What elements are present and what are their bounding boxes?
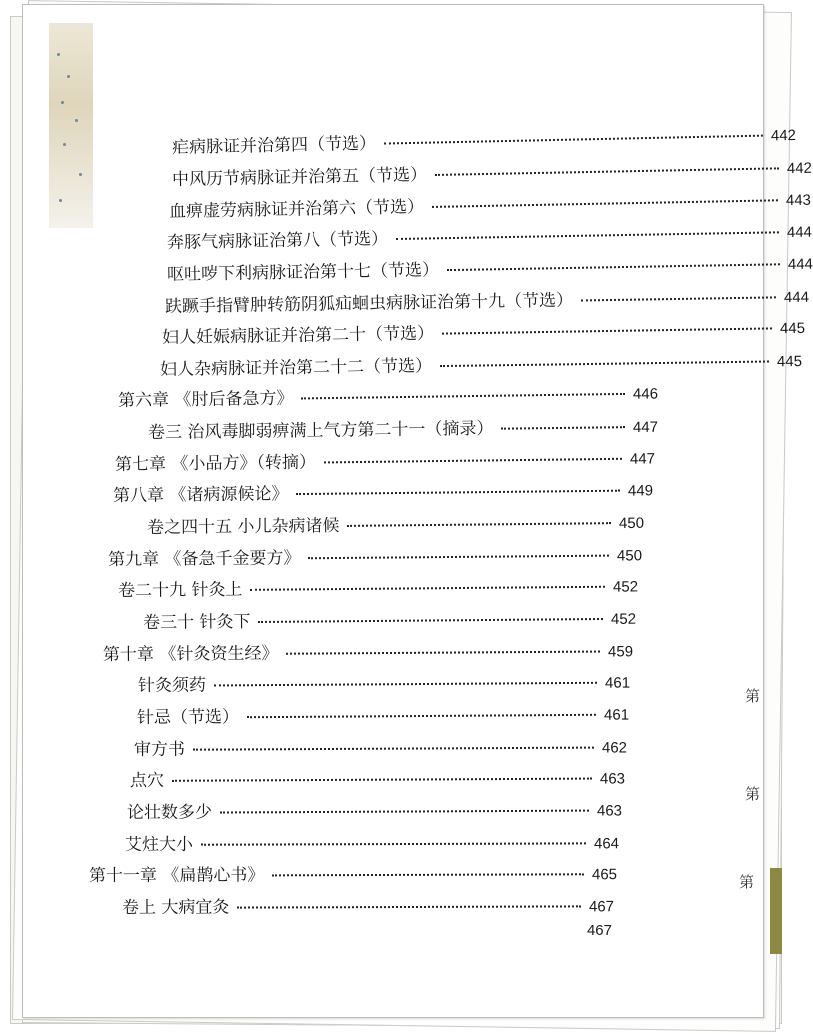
- toc-entry: [172, 120, 796, 158]
- toc-entry-title: 卷上 大病宜灸: [121, 897, 230, 918]
- toc-entry-title: 第十章 《针灸资生经》: [102, 643, 279, 665]
- toc-entry-title: 妇人妊娠病脉证并治第二十（节选）: [161, 323, 435, 348]
- toc-entry: [137, 700, 629, 728]
- toc-leader-dots: [347, 521, 611, 527]
- toc-entry: [172, 153, 812, 190]
- toc-entry-page: 443: [785, 191, 812, 210]
- toc-leader-dots: [396, 230, 779, 240]
- toc-entry-title: 中风历节病脉证并治第五（节选）: [171, 165, 428, 190]
- toc-entry-page: 464: [593, 835, 620, 853]
- toc-entry-title: 卷三 治风毒脚弱痹满上气方第二十一（摘录）: [147, 418, 494, 443]
- toc-entry-page: 444: [786, 223, 813, 242]
- toc-entry-title: 卷二十九 针灸上: [117, 579, 243, 601]
- toc-entry-title: 呕吐哕下利病脉证治第十七（节选）: [166, 260, 440, 285]
- toc-leader-dots: [501, 425, 625, 430]
- toc-leader-dots: [220, 809, 589, 814]
- toc-entry-page: 442: [770, 126, 797, 145]
- toc-entry-page: 444: [787, 255, 813, 274]
- toc-leader-dots: [384, 134, 763, 145]
- toc-entry: [127, 795, 622, 823]
- toc-leader-dots: [447, 262, 780, 271]
- toc-leader-dots: [201, 841, 586, 845]
- toc-entry: [115, 443, 655, 475]
- toc-entry: [113, 475, 653, 506]
- toc-entry: [118, 378, 658, 411]
- toc-entry-page: 447: [629, 450, 656, 468]
- toc-leader-dots: [237, 904, 581, 908]
- toc-entry: [130, 763, 625, 791]
- toc-entry-page: 462: [601, 739, 628, 757]
- toc-entry-title: 第八章 《诸病源候论》: [112, 484, 289, 506]
- toc-entry-title: 点穴: [129, 770, 165, 791]
- toc-entry-page: 459: [607, 643, 634, 661]
- toc-entry: [147, 508, 644, 538]
- toc-entry-title: 卷三十 针灸下: [142, 612, 251, 633]
- toc-entry-title: 艾炷大小: [124, 834, 194, 855]
- toc-entry-title: 疟病脉证并治第四（节选）: [171, 133, 377, 158]
- toc-entry: [108, 540, 642, 570]
- toc-entry: [167, 217, 812, 253]
- toc-leader-dots: [581, 295, 776, 301]
- toc-entry-page: 467: [586, 922, 612, 939]
- toc-entry-page: 452: [610, 610, 637, 628]
- toc-leader-dots: [442, 326, 772, 334]
- toc-leader-dots: [250, 585, 605, 591]
- toc-entry: [143, 604, 636, 633]
- toc-entry-page: 447: [632, 418, 659, 437]
- toc-entry-title: 奔豚气病脉证治第八（节选）: [166, 229, 389, 253]
- toc-entry-page: 444: [783, 288, 810, 307]
- toc-entry-page: 449: [627, 482, 654, 500]
- toc-entry-page: 461: [603, 706, 630, 724]
- toc-entry-title: 审方书: [133, 739, 186, 760]
- toc-leader-dots: [193, 746, 594, 751]
- toc-leader-dots: [308, 554, 609, 560]
- toc-entry: [160, 346, 802, 380]
- edge-fragment-mid: 第: [745, 785, 761, 803]
- toc-entry-page: 446: [632, 385, 659, 403]
- toc-entry-page: 461: [604, 674, 631, 692]
- edge-fragment-top: 第: [745, 687, 761, 705]
- toc-leader-dots: [435, 166, 779, 176]
- toc-entry-page: 467: [588, 898, 615, 916]
- toc-leader-dots: [296, 489, 620, 495]
- toc-entry-title: 第十一章 《扁鹊心书》: [88, 865, 265, 886]
- toc-entry-title: 针灸须药: [137, 675, 207, 696]
- toc-leader-dots: [432, 198, 778, 208]
- toc-leader-dots: [247, 713, 596, 718]
- toc-entry: [148, 412, 658, 443]
- toc-entry: [165, 282, 809, 317]
- toc-entry-title: 第七章 《小品方》（转摘）: [114, 452, 317, 475]
- toc-entry-title: 趺蹶手指臂肿转筋阴狐疝蛔虫病脉证治第十九（节选）: [164, 290, 574, 317]
- toc-entry: [134, 732, 627, 760]
- toc-entry-title: 妇人杂病脉证并治第二十二（节选）: [159, 356, 433, 380]
- toc-entry: [162, 313, 805, 348]
- toc-entry-title: 卷之四十五 小儿杂病诸候: [146, 515, 340, 538]
- toc-entry-page: 445: [779, 319, 806, 338]
- toc-entry-page: 465: [591, 866, 618, 884]
- toc-leader-dots: [301, 392, 625, 400]
- toc-leader-dots: [172, 777, 592, 782]
- toc-entry-page: 450: [618, 514, 645, 533]
- toc-entry-title: 论壮数多少: [126, 802, 213, 823]
- toc-entry: [169, 185, 811, 222]
- toc-leader-dots: [440, 359, 769, 367]
- toc-entry: [118, 571, 638, 601]
- toc-entry: [167, 249, 813, 285]
- edge-fragment-bottom: 第: [739, 873, 755, 891]
- toc-entry-page: 445: [776, 353, 803, 371]
- toc-entry-title: 血痹虚劳病脉证并治第六（节选）: [168, 197, 425, 222]
- toc-entry: [103, 636, 633, 665]
- toc-leader-dots: [286, 650, 600, 655]
- toc-entry: [572, 922, 612, 939]
- toc-entry-page: 442: [786, 159, 813, 178]
- toc-entry: [125, 828, 619, 855]
- toc-entry: [138, 668, 630, 696]
- toc-leader-dots: [214, 681, 597, 687]
- toc-entry: [122, 891, 614, 918]
- toc-entry-page: 452: [612, 578, 639, 596]
- toc-leader-dots: [272, 872, 584, 876]
- toc-entry-title: 第九章 《备急千金要方》: [107, 548, 301, 570]
- toc-entry-page: 463: [596, 802, 623, 820]
- toc-entry: [89, 859, 617, 886]
- toc-entry-page: 463: [599, 770, 626, 788]
- toc-entry-title: 第六章 《肘后备急方》: [117, 388, 294, 411]
- toc-leader-dots: [258, 617, 603, 623]
- toc-leader-dots: [324, 457, 622, 464]
- toc-entry-page: 450: [616, 547, 643, 565]
- toc-entry-title: 针忌（节选）: [136, 707, 240, 728]
